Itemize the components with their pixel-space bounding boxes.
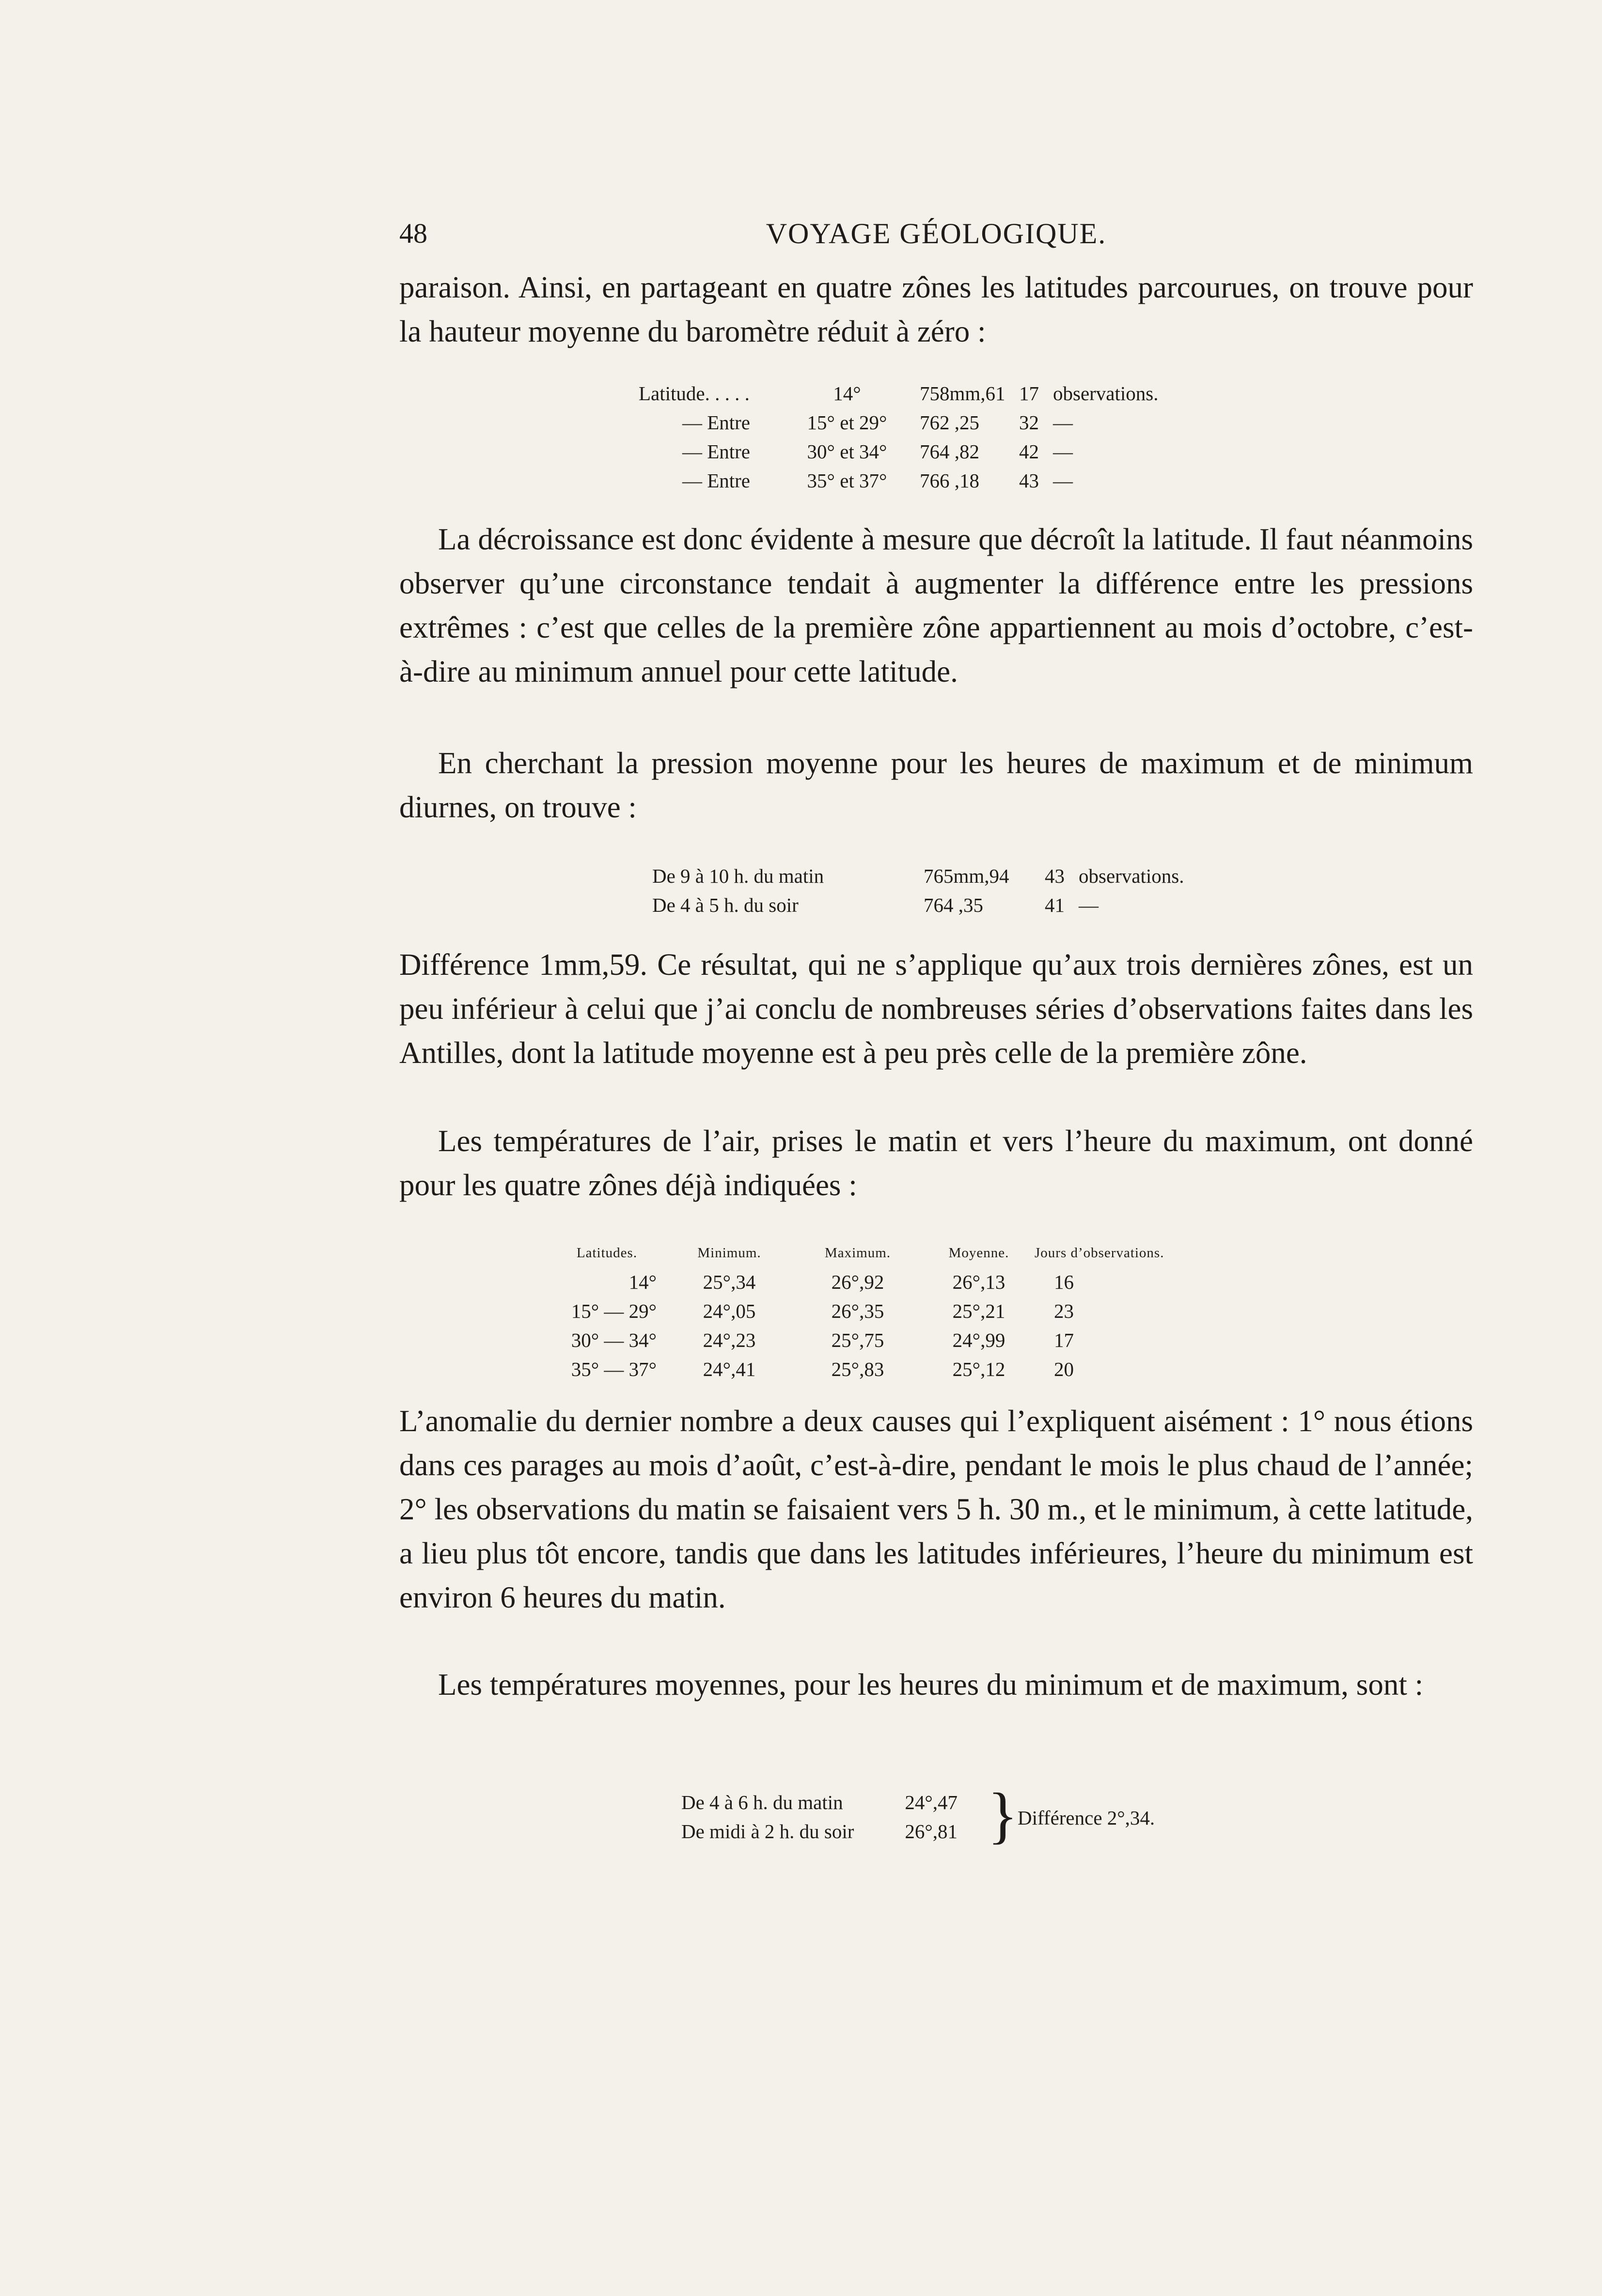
pressure-value: 764 ,35 <box>924 894 983 916</box>
row-label: — Entre <box>682 469 750 492</box>
latitude-range: 30° et 34° <box>807 440 887 463</box>
pressure-value: 764 ,82 <box>920 440 979 463</box>
page-number: 48 <box>399 218 427 249</box>
paragraph-7: Les températures moyennes, pour les heures du minimum et de maximum, sont : <box>438 1668 1424 1702</box>
obs-note: observations. <box>1053 382 1159 405</box>
days-cell: 20 <box>1054 1358 1074 1380</box>
table-row <box>681 1817 958 1846</box>
paragraph-3: En cherchant la pression moyenne pour les heures de maximum et de minimum diurnes, on trouve : <box>399 746 1473 824</box>
difference-note: Différence 2°,34. <box>1018 1807 1155 1829</box>
latitude-cell: 14° <box>628 1271 657 1293</box>
table-row <box>548 1326 1175 1355</box>
row-label: — Entre <box>682 440 750 463</box>
row-label: De 4 à 5 h. du soir <box>652 894 799 916</box>
mean-cell: 25°,21 <box>952 1300 1005 1322</box>
latitude-cell: 35° — 37° <box>571 1358 657 1380</box>
paragraph-5: Les températures de l’air, prises le matin et vers l’heure du maximum, ont donné pour les quatre zônes déjà indiquées : <box>399 1124 1473 1202</box>
paragraph-4: Différence 1mm,59. Ce résultat, qui ne s’applique qu’aux trois dernières zônes, est un peu inférieur à celui que j’ai conclu de nombreuses séries d’observations faites dans les Antilles, dont la latitude moyenne est à peu près celle de la première zône. <box>399 948 1473 1070</box>
table-row <box>548 1267 1175 1296</box>
minimum-cell: 25°,34 <box>703 1271 756 1293</box>
obs-count: 43 <box>1045 865 1065 887</box>
row-label: — Entre <box>682 411 750 434</box>
column-header: Latitudes. <box>576 1245 638 1261</box>
running-head <box>399 217 1473 256</box>
table-row <box>652 861 1184 890</box>
row-label: De 9 à 10 h. du matin <box>652 865 824 887</box>
table-row <box>639 466 1159 495</box>
diurnal-pressure-table <box>652 861 1184 920</box>
maximum-cell: 26°,35 <box>831 1300 884 1322</box>
barometer-table <box>639 379 1159 495</box>
pressure-value: 765mm,94 <box>924 865 1009 887</box>
table-row <box>639 379 1159 408</box>
column-header: Jours d’observations. <box>1035 1245 1164 1261</box>
obs-count: 43 <box>1019 469 1039 492</box>
table-header-row <box>548 1238 1175 1267</box>
table-row <box>548 1355 1175 1384</box>
pressure-value: 762 ,25 <box>920 411 979 434</box>
column-header: Moyenne. <box>948 1245 1009 1261</box>
latitude-cell: 30° — 34° <box>571 1329 657 1351</box>
table-row <box>639 408 1159 437</box>
obs-count: 32 <box>1019 411 1039 434</box>
obs-note: — <box>1053 440 1073 463</box>
obs-note: — <box>1079 894 1099 916</box>
temperature-value: 26°,81 <box>905 1820 958 1843</box>
latitude-cell: 15° — 29° <box>571 1300 657 1322</box>
column-header: Minimum. <box>697 1245 761 1261</box>
days-cell: 23 <box>1054 1300 1074 1322</box>
pressure-value: 758mm,61 <box>920 382 1005 405</box>
minimum-cell: 24°,05 <box>703 1300 756 1322</box>
obs-count: 42 <box>1019 440 1039 463</box>
obs-note: — <box>1053 411 1073 434</box>
row-label: Latitude. . . . . <box>639 382 750 405</box>
latitude-range: 14° <box>833 382 861 405</box>
obs-note: — <box>1053 469 1073 492</box>
maximum-cell: 25°,83 <box>831 1358 884 1380</box>
table-row <box>681 1788 958 1817</box>
temperature-table <box>548 1238 1175 1384</box>
brace-glyph: } <box>988 1781 1018 1850</box>
row-label: De 4 à 6 h. du matin <box>681 1791 843 1813</box>
paragraph-2: La décroissance est donc évidente à mesure que décroît la latitude. Il faut néanmoins observer qu’une circonstance tendait à augmenter la différence entre les pressions extrêmes : c’est que celles de la première zône appartiennent au mois d’octobre, c’est-à-dire au minimum annuel pour cette latitude. <box>399 522 1473 688</box>
obs-note: observations. <box>1079 865 1184 887</box>
maximum-cell: 25°,75 <box>831 1329 884 1351</box>
table-row <box>652 890 1184 920</box>
minimum-cell: 24°,23 <box>703 1329 756 1351</box>
row-label: De midi à 2 h. du soir <box>681 1820 854 1843</box>
mean-temperature-table <box>681 1788 958 1846</box>
temperature-value: 24°,47 <box>905 1791 958 1813</box>
pressure-value: 766 ,18 <box>920 469 979 492</box>
obs-count: 17 <box>1019 382 1039 405</box>
mean-cell: 25°,12 <box>952 1358 1005 1380</box>
table-row <box>548 1296 1175 1326</box>
table-row <box>639 437 1159 466</box>
days-cell: 16 <box>1054 1271 1074 1293</box>
mean-cell: 26°,13 <box>952 1271 1005 1293</box>
column-header: Maximum. <box>824 1245 891 1261</box>
paragraph-6: L’anomalie du dernier nombre a deux causes qui l’expliquent aisément : 1° nous étions dans ces parages au mois d’août, c’est-à-dire, pendant le mois le plus chaud de l’année; 2° les observations du matin se faisaient vers 5 h. 30 m., et le minimum, à cette latitude, a lieu plus tôt encore, tandis que dans les latitudes inférieures, l’heure du minimum est environ 6 heures du matin. <box>399 1404 1473 1614</box>
maximum-cell: 26°,92 <box>831 1271 884 1293</box>
days-cell: 17 <box>1054 1329 1074 1351</box>
latitude-range: 15° et 29° <box>807 411 887 434</box>
latitude-range: 35° et 37° <box>807 469 887 492</box>
mean-cell: 24°,99 <box>952 1329 1005 1351</box>
running-title: VOYAGE GÉOLOGIQUE. <box>766 218 1107 250</box>
minimum-cell: 24°,41 <box>703 1358 756 1380</box>
obs-count: 41 <box>1045 894 1065 916</box>
paragraph-1: paraison. Ainsi, en partageant en quatre zônes les latitudes parcourues, on trouve pour la hauteur moyenne du baromètre réduit à zéro : <box>399 270 1473 348</box>
